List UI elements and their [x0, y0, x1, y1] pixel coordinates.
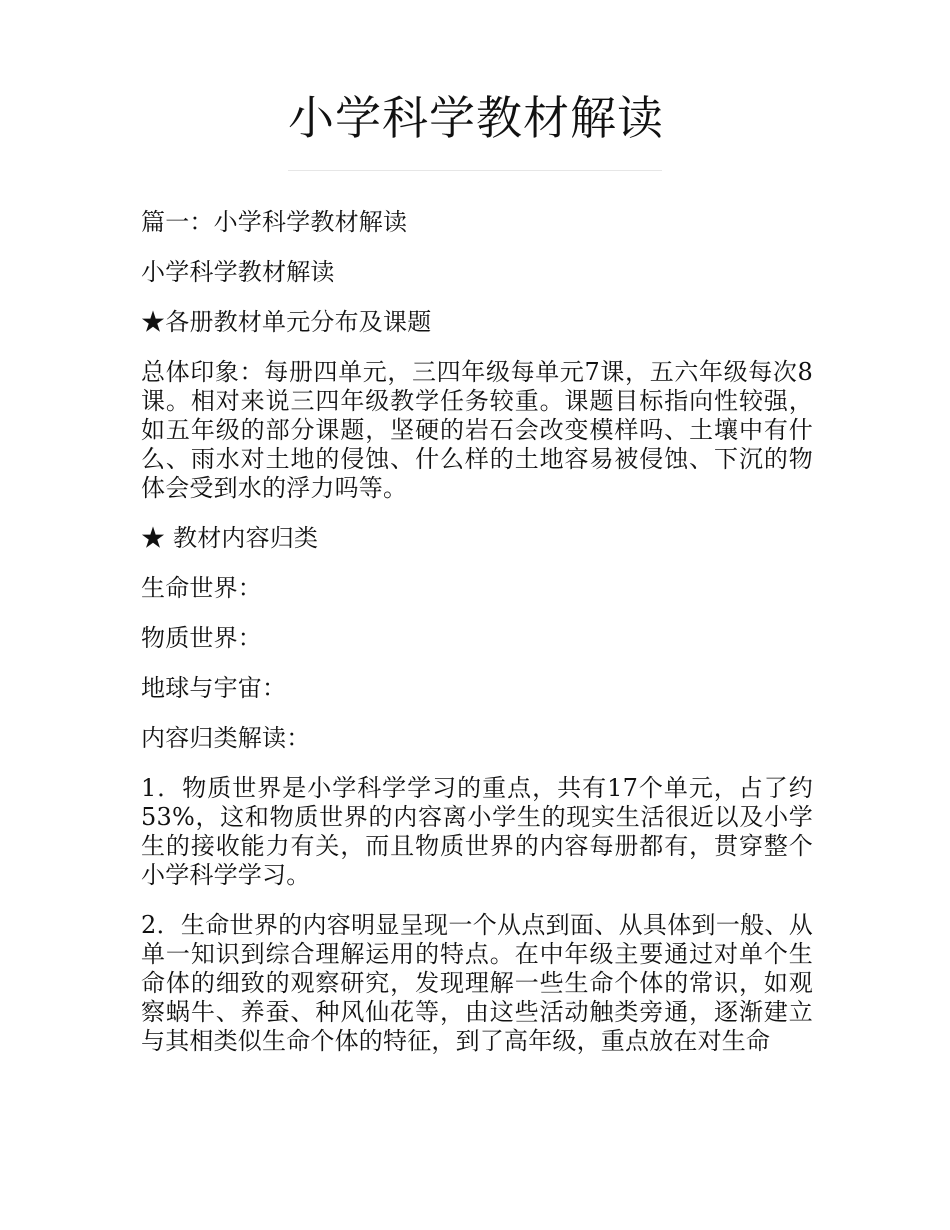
- heading-units: ★各册教材单元分布及课题: [141, 308, 432, 336]
- paragraph-overview: 总体印象：每册四单元，三四年级每单元7课，五六年级每次8课。相对来说三四年级教学任务较重。课题目标指向性较强，如五年级的部分课题，坚硬的岩石会改变模样吗、土壤中有什么、雨水对土地的侵蚀、什么样的土地容易被侵蚀、下沉的物体会受到水的浮力吗等。: [141, 358, 813, 502]
- subtitle: 小学科学教材解读: [141, 258, 335, 286]
- heading-content-classification: ★ 教材内容归类: [141, 524, 319, 552]
- label-material-world: 物质世界：: [141, 624, 262, 652]
- document-body: [141, 208, 813, 1077]
- label-classification-reading: 内容归类解读：: [141, 724, 311, 752]
- section-heading: 篇一：小学科学教材解读: [141, 208, 408, 236]
- paragraph-point-1: 1．物质世界是小学科学学习的重点，共有17个单元，占了约53%，这和物质世界的内容离小学生的现实生活很近以及小学生的接收能力有关，而且物质世界的内容每册都有，贯穿整个小学科学学习。: [141, 774, 813, 889]
- label-earth-universe: 地球与宇宙：: [141, 674, 287, 702]
- title-block: [288, 86, 662, 171]
- document-title: 小学科学教材解读: [288, 91, 664, 145]
- paragraph-point-2: 2．生命世界的内容明显呈现一个从点到面、从具体到一般、从单一知识到综合理解运用的特点。在中年级主要通过对单个生命体的细致的观察研究，发现理解一些生命个体的常识，如观察蜗牛、养蚕、种风仙花等，由这些活动触类旁通，逐渐建立与其相类似生命个体的特征，到了高年级，重点放在对生命: [141, 911, 813, 1055]
- label-life-world: 生命世界：: [141, 574, 262, 602]
